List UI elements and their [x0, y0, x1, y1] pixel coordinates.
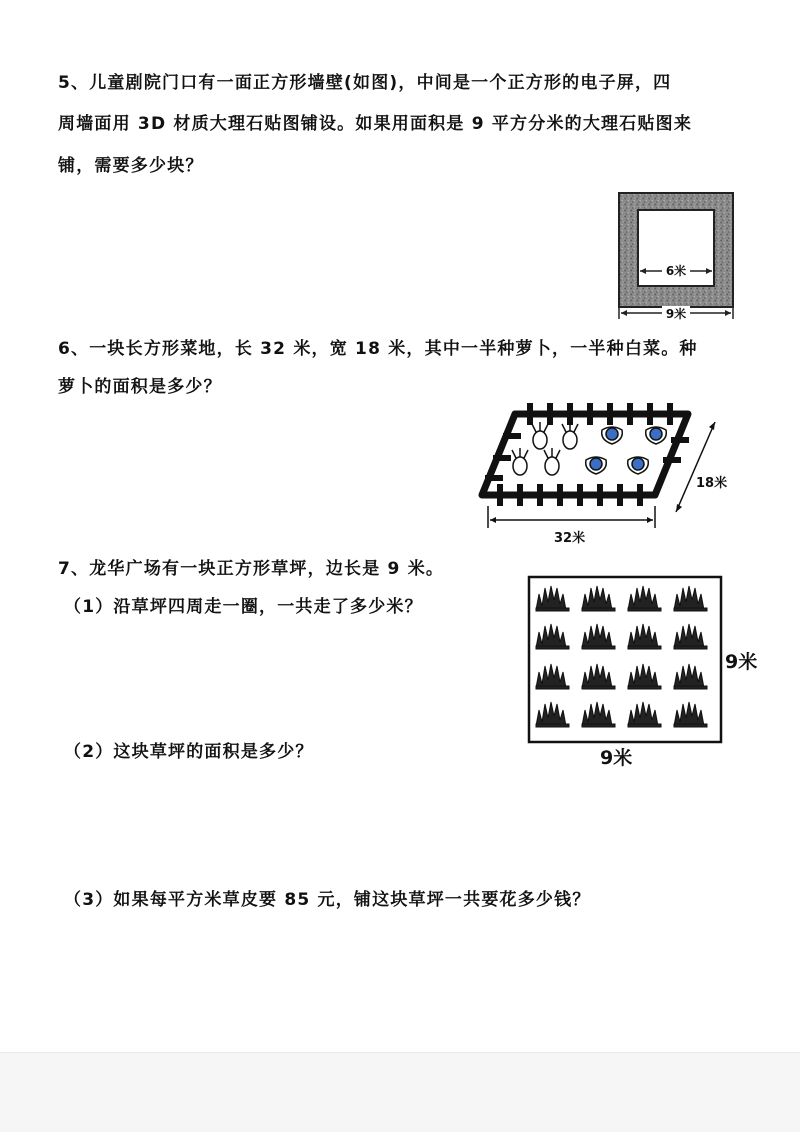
- q6-garden-figure: [470, 400, 750, 548]
- q6-text-line-2: 萝卜的面积是多少？: [58, 377, 222, 397]
- lawn-side-label: 9米: [725, 651, 758, 673]
- garden-length-label: 32米: [554, 531, 586, 546]
- q5-text-line-2: 周墙面用 3D 材质大理石贴图铺设。如果用面积是 9 平方分米的大理石贴图来: [58, 114, 693, 134]
- page-footer-strip: [0, 1052, 800, 1132]
- radish-icons: [512, 422, 578, 475]
- q7-part-3: （3）如果每平方米草皮要 85 元，铺这块草坪一共要花多少钱？: [64, 890, 591, 910]
- q6-text-line-1: 6、一块长方形菜地，长 32 米，宽 18 米，其中一半种萝卜，一半种白菜。种: [58, 339, 698, 359]
- q7-part-1: （1）沿草坪四周走一圈，一共走了多少米？: [64, 597, 423, 617]
- wall-side-label: 9米: [665, 307, 687, 321]
- q5-text-line-3: 铺，需要多少块？: [58, 156, 204, 176]
- garden-fence: [482, 414, 688, 495]
- q7-part-2: （2）这块草坪的面积是多少？: [64, 742, 314, 762]
- cabbage-icons: [586, 427, 667, 474]
- garden-width-label: 18米: [696, 476, 728, 491]
- q5-wall-figure: [600, 185, 750, 325]
- screen-side-label: 6米: [665, 264, 687, 278]
- q5-text-line-1: 5、儿童剧院门口有一面正方形墙壁(如图)，中间是一个正方形的电子屏，四: [58, 73, 672, 93]
- q7-text-line-1: 7、龙华广场有一块正方形草坪，边长是 9 米。: [58, 559, 445, 579]
- q7-lawn-figure: [520, 570, 780, 775]
- lawn-bottom-label: 9米: [600, 747, 633, 769]
